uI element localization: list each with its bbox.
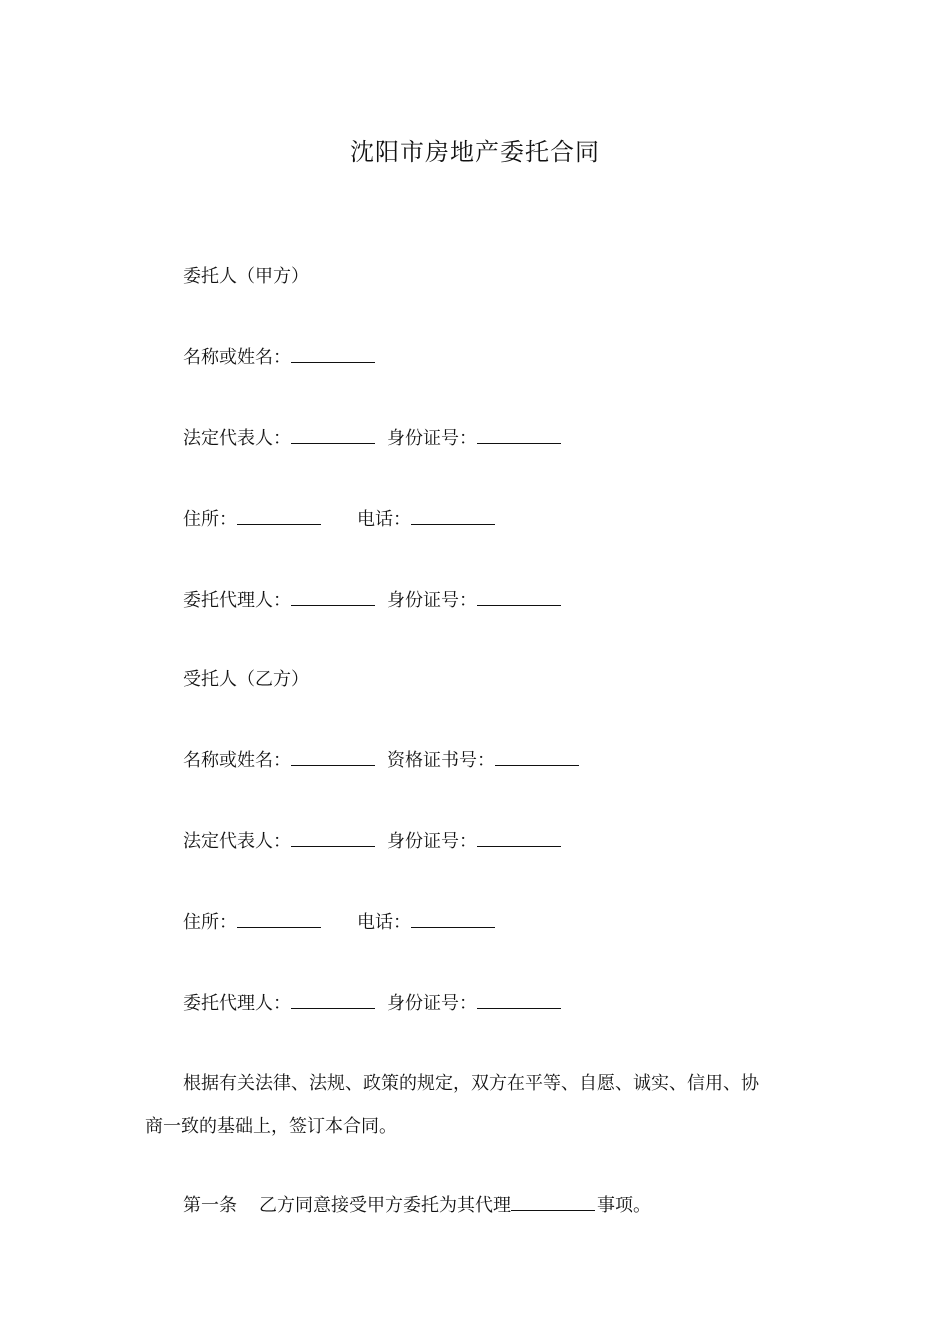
party-a-legal-rep-label: 法定代表人： xyxy=(183,428,291,449)
party-a-agent-label: 委托代理人： xyxy=(183,590,291,611)
party-a-agent-id-blank[interactable] xyxy=(477,587,561,606)
party-b-agent-id-label: 身份证号： xyxy=(387,993,477,1014)
article-1-number: 第一条 xyxy=(183,1195,237,1216)
party-a-address-label: 住所： xyxy=(183,509,237,530)
party-a-agent-row xyxy=(183,587,563,614)
party-b-address-label: 住所： xyxy=(183,912,237,933)
article-1-text-before: 乙方同意接受甲方委托为其代理 xyxy=(259,1195,511,1216)
party-b-agent-id-blank[interactable] xyxy=(477,990,561,1009)
party-a-address-blank[interactable] xyxy=(237,506,321,525)
party-a-id-blank[interactable] xyxy=(477,425,561,444)
party-a-name-blank[interactable] xyxy=(291,344,375,363)
party-b-agent-label: 委托代理人： xyxy=(183,993,291,1014)
party-b-address-row xyxy=(183,909,497,936)
preamble-line-1: 根据有关法律、法规、政策的规定，双方在平等、自愿、诚实、信用、协 xyxy=(183,1073,759,1094)
article-1-text-after: 事项。 xyxy=(597,1195,651,1216)
party-a-id-label: 身份证号： xyxy=(387,428,477,449)
party-a-agent-blank[interactable] xyxy=(291,587,375,606)
party-b-legal-rep-row xyxy=(183,828,563,855)
party-b-phone-blank[interactable] xyxy=(411,909,495,928)
article-1-blank[interactable] xyxy=(511,1192,595,1211)
party-b-legal-rep-blank[interactable] xyxy=(291,828,375,847)
party-b-id-label: 身份证号： xyxy=(387,831,477,852)
party-a-phone-label: 电话： xyxy=(357,509,411,530)
preamble-line-2: 商一致的基础上，签订本合同。 xyxy=(145,1116,397,1137)
party-b-legal-rep-label: 法定代表人： xyxy=(183,831,291,852)
party-b-heading: 受托人（乙方） xyxy=(183,669,309,690)
document-title: 沈阳市房地产委托合同 xyxy=(350,138,600,166)
party-b-address-blank[interactable] xyxy=(237,909,321,928)
party-b-agent-blank[interactable] xyxy=(291,990,375,1009)
party-b-id-blank[interactable] xyxy=(477,828,561,847)
party-a-heading: 委托人（甲方） xyxy=(183,266,309,287)
party-a-name-row xyxy=(183,344,377,371)
party-b-cert-blank[interactable] xyxy=(495,747,579,766)
party-a-legal-rep-blank[interactable] xyxy=(291,425,375,444)
party-b-phone-label: 电话： xyxy=(357,912,411,933)
party-b-name-row xyxy=(183,747,581,774)
party-a-agent-id-label: 身份证号： xyxy=(387,590,477,611)
party-a-phone-blank[interactable] xyxy=(411,506,495,525)
party-b-name-label: 名称或姓名： xyxy=(183,750,291,771)
party-a-address-row xyxy=(183,506,497,533)
article-1 xyxy=(183,1192,651,1219)
party-b-cert-label: 资格证书号： xyxy=(387,750,495,771)
party-b-agent-row xyxy=(183,990,563,1017)
party-a-legal-rep-row xyxy=(183,425,563,452)
party-a-name-label: 名称或姓名： xyxy=(183,347,291,368)
party-b-name-blank[interactable] xyxy=(291,747,375,766)
